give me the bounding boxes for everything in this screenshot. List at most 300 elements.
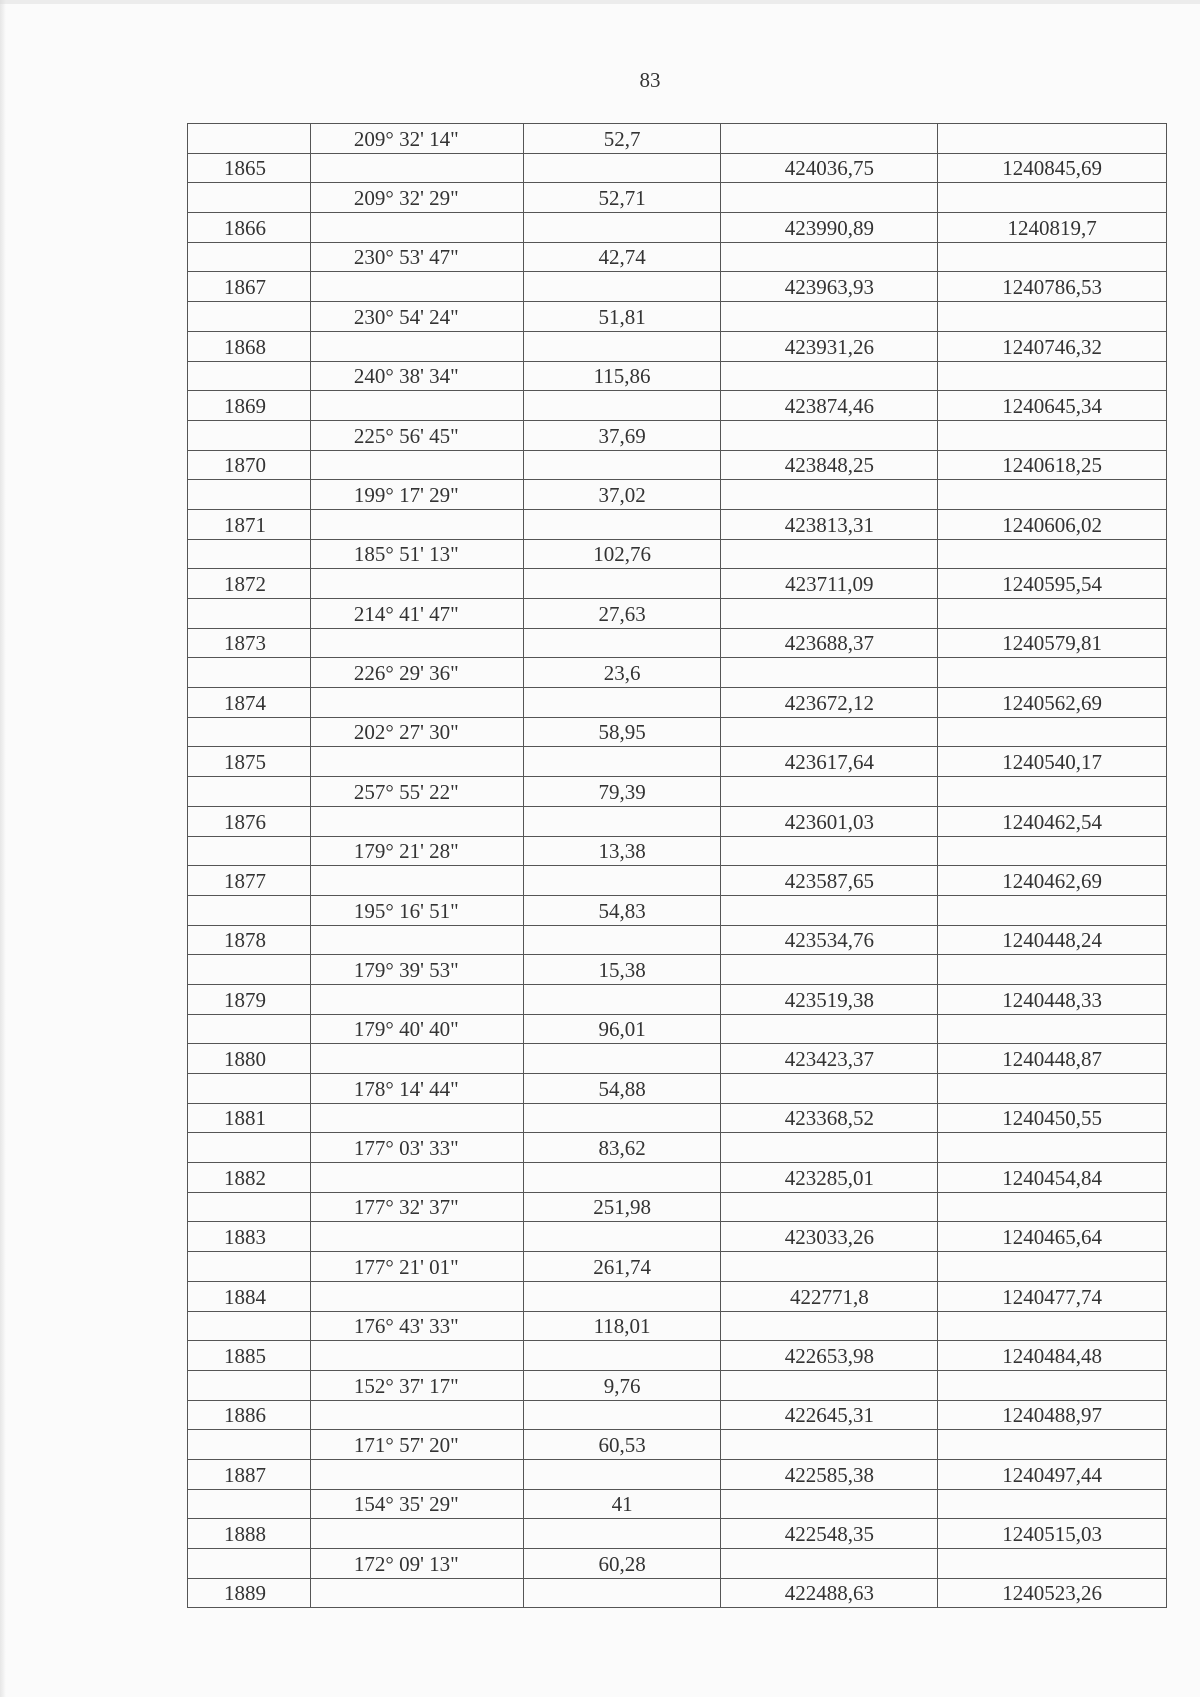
table-row <box>188 153 1167 183</box>
point-number-cell: 1887 <box>188 1459 311 1489</box>
table-row <box>188 806 1167 836</box>
x-coordinate-cell <box>721 777 938 807</box>
bearing-angle-cell <box>310 1578 523 1608</box>
point-number-cell <box>188 1014 311 1044</box>
y-coordinate-cell: 1240454,84 <box>938 1163 1167 1193</box>
y-coordinate-cell: 1240477,74 <box>938 1281 1167 1311</box>
point-number-cell <box>188 1489 311 1519</box>
y-coordinate-cell: 1240465,64 <box>938 1222 1167 1252</box>
point-number-cell: 1883 <box>188 1222 311 1252</box>
point-number-cell: 1872 <box>188 569 311 599</box>
x-coordinate-cell: 423587,65 <box>721 866 938 896</box>
coordinates-table <box>187 123 1167 1608</box>
y-coordinate-cell: 1240515,03 <box>938 1519 1167 1549</box>
bearing-angle-cell: 209° 32' 29" <box>310 183 523 213</box>
x-coordinate-cell: 423368,52 <box>721 1103 938 1133</box>
table-row <box>188 1044 1167 1074</box>
y-coordinate-cell <box>938 1192 1167 1222</box>
point-number-cell: 1889 <box>188 1578 311 1608</box>
bearing-angle-cell: 177° 21' 01" <box>310 1252 523 1282</box>
x-coordinate-cell: 423688,37 <box>721 628 938 658</box>
table-row <box>188 1370 1167 1400</box>
bearing-angle-cell: 171° 57' 20" <box>310 1430 523 1460</box>
point-number-cell: 1871 <box>188 509 311 539</box>
distance-cell <box>523 509 721 539</box>
table-row <box>188 480 1167 510</box>
y-coordinate-cell: 1240595,54 <box>938 569 1167 599</box>
distance-cell: 42,74 <box>523 242 721 272</box>
x-coordinate-cell: 422488,63 <box>721 1578 938 1608</box>
distance-cell: 52,7 <box>523 124 721 154</box>
x-coordinate-cell <box>721 539 938 569</box>
table-row <box>188 391 1167 421</box>
table-row <box>188 925 1167 955</box>
distance-cell: 102,76 <box>523 539 721 569</box>
x-coordinate-cell <box>721 1370 938 1400</box>
point-number-cell: 1873 <box>188 628 311 658</box>
point-number-cell <box>188 777 311 807</box>
x-coordinate-cell: 422653,98 <box>721 1341 938 1371</box>
table-row <box>188 569 1167 599</box>
distance-cell: 27,63 <box>523 599 721 629</box>
distance-cell: 83,62 <box>523 1133 721 1163</box>
x-coordinate-cell <box>721 242 938 272</box>
y-coordinate-cell: 1240786,53 <box>938 272 1167 302</box>
distance-cell <box>523 688 721 718</box>
x-coordinate-cell: 423534,76 <box>721 925 938 955</box>
bearing-angle-cell <box>310 984 523 1014</box>
point-number-cell: 1869 <box>188 391 311 421</box>
point-number-cell <box>188 1252 311 1282</box>
bearing-angle-cell <box>310 1163 523 1193</box>
y-coordinate-cell <box>938 1252 1167 1282</box>
table-row <box>188 1341 1167 1371</box>
bearing-angle-cell: 226° 29' 36" <box>310 658 523 688</box>
bearing-angle-cell <box>310 1459 523 1489</box>
table-row <box>188 777 1167 807</box>
y-coordinate-cell <box>938 599 1167 629</box>
x-coordinate-cell: 423848,25 <box>721 450 938 480</box>
scan-left-edge <box>0 0 6 1697</box>
y-coordinate-cell <box>938 1430 1167 1460</box>
y-coordinate-cell <box>938 777 1167 807</box>
x-coordinate-cell <box>721 1133 938 1163</box>
table-row <box>188 1400 1167 1430</box>
table-row <box>188 1074 1167 1104</box>
y-coordinate-cell: 1240540,17 <box>938 747 1167 777</box>
y-coordinate-cell: 1240497,44 <box>938 1459 1167 1489</box>
x-coordinate-cell <box>721 1549 938 1579</box>
y-coordinate-cell <box>938 539 1167 569</box>
x-coordinate-cell <box>721 1074 938 1104</box>
point-number-cell <box>188 658 311 688</box>
distance-cell: 9,76 <box>523 1370 721 1400</box>
y-coordinate-cell: 1240462,54 <box>938 806 1167 836</box>
bearing-angle-cell <box>310 213 523 243</box>
x-coordinate-cell: 423519,38 <box>721 984 938 1014</box>
x-coordinate-cell <box>721 1311 938 1341</box>
distance-cell: 41 <box>523 1489 721 1519</box>
distance-cell: 54,88 <box>523 1074 721 1104</box>
distance-cell: 51,81 <box>523 302 721 332</box>
point-number-cell: 1870 <box>188 450 311 480</box>
y-coordinate-cell: 1240606,02 <box>938 509 1167 539</box>
point-number-cell <box>188 1549 311 1579</box>
distance-cell <box>523 628 721 658</box>
distance-cell <box>523 984 721 1014</box>
bearing-angle-cell <box>310 866 523 896</box>
bearing-angle-cell: 177° 03' 33" <box>310 1133 523 1163</box>
distance-cell: 37,02 <box>523 480 721 510</box>
table-row <box>188 1192 1167 1222</box>
point-number-cell <box>188 1430 311 1460</box>
y-coordinate-cell <box>938 717 1167 747</box>
distance-cell: 115,86 <box>523 361 721 391</box>
table-row <box>188 1103 1167 1133</box>
y-coordinate-cell: 1240448,33 <box>938 984 1167 1014</box>
table-row <box>188 242 1167 272</box>
table-row <box>188 509 1167 539</box>
distance-cell <box>523 1341 721 1371</box>
point-number-cell: 1867 <box>188 272 311 302</box>
y-coordinate-cell: 1240448,87 <box>938 1044 1167 1074</box>
y-coordinate-cell: 1240618,25 <box>938 450 1167 480</box>
x-coordinate-cell <box>721 361 938 391</box>
y-coordinate-cell <box>938 1133 1167 1163</box>
x-coordinate-cell <box>721 1014 938 1044</box>
table-row <box>188 272 1167 302</box>
distance-cell: 79,39 <box>523 777 721 807</box>
point-number-cell: 1885 <box>188 1341 311 1371</box>
bearing-angle-cell: 152° 37' 17" <box>310 1370 523 1400</box>
table-row <box>188 1281 1167 1311</box>
distance-cell <box>523 569 721 599</box>
point-number-cell: 1878 <box>188 925 311 955</box>
bearing-angle-cell <box>310 1519 523 1549</box>
x-coordinate-cell: 423672,12 <box>721 688 938 718</box>
distance-cell: 54,83 <box>523 895 721 925</box>
x-coordinate-cell <box>721 955 938 985</box>
table-row <box>188 1163 1167 1193</box>
table-row <box>188 1459 1167 1489</box>
distance-cell <box>523 1400 721 1430</box>
table-row <box>188 213 1167 243</box>
table-row <box>188 628 1167 658</box>
y-coordinate-cell <box>938 1549 1167 1579</box>
table-row <box>188 1489 1167 1519</box>
x-coordinate-cell: 422771,8 <box>721 1281 938 1311</box>
page-number <box>0 68 1200 93</box>
bearing-angle-cell: 185° 51' 13" <box>310 539 523 569</box>
bearing-angle-cell: 177° 32' 37" <box>310 1192 523 1222</box>
y-coordinate-cell <box>938 1311 1167 1341</box>
table-row <box>188 747 1167 777</box>
y-coordinate-cell <box>938 420 1167 450</box>
x-coordinate-cell <box>721 302 938 332</box>
distance-cell: 251,98 <box>523 1192 721 1222</box>
bearing-angle-cell: 179° 39' 53" <box>310 955 523 985</box>
point-number-cell: 1877 <box>188 866 311 896</box>
point-number-cell <box>188 1074 311 1104</box>
table-row <box>188 124 1167 154</box>
bearing-angle-cell <box>310 153 523 183</box>
distance-cell <box>523 1281 721 1311</box>
table-row <box>188 1311 1167 1341</box>
point-number-cell: 1886 <box>188 1400 311 1430</box>
point-number-cell <box>188 361 311 391</box>
bearing-angle-cell: 202° 27' 30" <box>310 717 523 747</box>
bearing-angle-cell: 179° 21' 28" <box>310 836 523 866</box>
distance-cell: 96,01 <box>523 1014 721 1044</box>
table-row <box>188 1578 1167 1608</box>
distance-cell <box>523 1103 721 1133</box>
y-coordinate-cell <box>938 1014 1167 1044</box>
x-coordinate-cell <box>721 1489 938 1519</box>
point-number-cell <box>188 480 311 510</box>
table-row <box>188 717 1167 747</box>
x-coordinate-cell: 422645,31 <box>721 1400 938 1430</box>
bearing-angle-cell <box>310 806 523 836</box>
distance-cell <box>523 806 721 836</box>
table-row <box>188 1252 1167 1282</box>
distance-cell: 60,28 <box>523 1549 721 1579</box>
bearing-angle-cell <box>310 925 523 955</box>
table-row <box>188 1222 1167 1252</box>
y-coordinate-cell: 1240484,48 <box>938 1341 1167 1371</box>
table-row <box>188 866 1167 896</box>
y-coordinate-cell: 1240448,24 <box>938 925 1167 955</box>
table-row <box>188 331 1167 361</box>
y-coordinate-cell <box>938 242 1167 272</box>
table-row <box>188 984 1167 1014</box>
point-number-cell: 1865 <box>188 153 311 183</box>
distance-cell <box>523 1163 721 1193</box>
x-coordinate-cell <box>721 717 938 747</box>
distance-cell: 60,53 <box>523 1430 721 1460</box>
y-coordinate-cell: 1240645,34 <box>938 391 1167 421</box>
distance-cell: 261,74 <box>523 1252 721 1282</box>
x-coordinate-cell <box>721 1252 938 1282</box>
distance-cell: 118,01 <box>523 1311 721 1341</box>
distance-cell <box>523 391 721 421</box>
point-number-cell: 1866 <box>188 213 311 243</box>
point-number-cell: 1888 <box>188 1519 311 1549</box>
distance-cell <box>523 1578 721 1608</box>
y-coordinate-cell <box>938 124 1167 154</box>
distance-cell: 37,69 <box>523 420 721 450</box>
table-row <box>188 450 1167 480</box>
x-coordinate-cell: 423931,26 <box>721 331 938 361</box>
coordinates-table-body <box>188 124 1167 1608</box>
point-number-cell <box>188 836 311 866</box>
table-row <box>188 1549 1167 1579</box>
table-row <box>188 658 1167 688</box>
y-coordinate-cell: 1240488,97 <box>938 1400 1167 1430</box>
distance-cell <box>523 450 721 480</box>
x-coordinate-cell: 423813,31 <box>721 509 938 539</box>
point-number-cell <box>188 302 311 332</box>
bearing-angle-cell: 225° 56' 45" <box>310 420 523 450</box>
table-row <box>188 1519 1167 1549</box>
x-coordinate-cell: 423601,03 <box>721 806 938 836</box>
table-row <box>188 420 1167 450</box>
bearing-angle-cell <box>310 331 523 361</box>
distance-cell <box>523 1459 721 1489</box>
bearing-angle-cell: 240° 38' 34" <box>310 361 523 391</box>
point-number-cell <box>188 124 311 154</box>
point-number-cell <box>188 717 311 747</box>
table-row <box>188 183 1167 213</box>
y-coordinate-cell: 1240450,55 <box>938 1103 1167 1133</box>
point-number-cell <box>188 955 311 985</box>
y-coordinate-cell: 1240746,32 <box>938 331 1167 361</box>
point-number-cell: 1868 <box>188 331 311 361</box>
bearing-angle-cell <box>310 1044 523 1074</box>
y-coordinate-cell <box>938 480 1167 510</box>
distance-cell: 13,38 <box>523 836 721 866</box>
x-coordinate-cell: 423874,46 <box>721 391 938 421</box>
bearing-angle-cell: 179° 40' 40" <box>310 1014 523 1044</box>
y-coordinate-cell: 1240523,26 <box>938 1578 1167 1608</box>
point-number-cell: 1880 <box>188 1044 311 1074</box>
x-coordinate-cell <box>721 1192 938 1222</box>
x-coordinate-cell: 422548,35 <box>721 1519 938 1549</box>
table-row <box>188 361 1167 391</box>
y-coordinate-cell <box>938 361 1167 391</box>
table-row <box>188 599 1167 629</box>
table-row <box>188 1133 1167 1163</box>
distance-cell <box>523 213 721 243</box>
bearing-angle-cell: 209° 32' 14" <box>310 124 523 154</box>
distance-cell <box>523 1519 721 1549</box>
point-number-cell <box>188 599 311 629</box>
table-row <box>188 895 1167 925</box>
y-coordinate-cell: 1240562,69 <box>938 688 1167 718</box>
x-coordinate-cell: 423963,93 <box>721 272 938 302</box>
bearing-angle-cell: 257° 55' 22" <box>310 777 523 807</box>
x-coordinate-cell: 423617,64 <box>721 747 938 777</box>
distance-cell: 58,95 <box>523 717 721 747</box>
x-coordinate-cell <box>721 124 938 154</box>
point-number-cell <box>188 1311 311 1341</box>
bearing-angle-cell <box>310 1400 523 1430</box>
point-number-cell: 1879 <box>188 984 311 1014</box>
table-row <box>188 1430 1167 1460</box>
y-coordinate-cell <box>938 895 1167 925</box>
bearing-angle-cell: 199° 17' 29" <box>310 480 523 510</box>
bearing-angle-cell: 154° 35' 29" <box>310 1489 523 1519</box>
point-number-cell: 1884 <box>188 1281 311 1311</box>
distance-cell <box>523 331 721 361</box>
table-row <box>188 688 1167 718</box>
bearing-angle-cell <box>310 628 523 658</box>
bearing-angle-cell: 176° 43' 33" <box>310 1311 523 1341</box>
x-coordinate-cell <box>721 1430 938 1460</box>
distance-cell: 15,38 <box>523 955 721 985</box>
y-coordinate-cell: 1240819,7 <box>938 213 1167 243</box>
y-coordinate-cell <box>938 658 1167 688</box>
x-coordinate-cell: 423033,26 <box>721 1222 938 1252</box>
bearing-angle-cell <box>310 1222 523 1252</box>
y-coordinate-cell <box>938 302 1167 332</box>
point-number-cell <box>188 1133 311 1163</box>
point-number-cell: 1874 <box>188 688 311 718</box>
point-number-cell <box>188 420 311 450</box>
x-coordinate-cell <box>721 836 938 866</box>
point-number-cell: 1875 <box>188 747 311 777</box>
point-number-cell <box>188 539 311 569</box>
y-coordinate-cell: 1240845,69 <box>938 153 1167 183</box>
bearing-angle-cell <box>310 747 523 777</box>
distance-cell <box>523 866 721 896</box>
y-coordinate-cell <box>938 836 1167 866</box>
point-number-cell: 1876 <box>188 806 311 836</box>
x-coordinate-cell: 423423,37 <box>721 1044 938 1074</box>
page-number-text: 83 <box>639 68 661 92</box>
y-coordinate-cell <box>938 1074 1167 1104</box>
x-coordinate-cell: 423711,09 <box>721 569 938 599</box>
y-coordinate-cell <box>938 1489 1167 1519</box>
distance-cell <box>523 272 721 302</box>
bearing-angle-cell: 172° 09' 13" <box>310 1549 523 1579</box>
bearing-angle-cell: 230° 54' 24" <box>310 302 523 332</box>
bearing-angle-cell <box>310 391 523 421</box>
point-number-cell <box>188 1370 311 1400</box>
table-row <box>188 1014 1167 1044</box>
table-row <box>188 836 1167 866</box>
table-row <box>188 955 1167 985</box>
x-coordinate-cell <box>721 183 938 213</box>
y-coordinate-cell <box>938 955 1167 985</box>
bearing-angle-cell: 230° 53' 47" <box>310 242 523 272</box>
bearing-angle-cell <box>310 509 523 539</box>
x-coordinate-cell <box>721 420 938 450</box>
x-coordinate-cell <box>721 599 938 629</box>
x-coordinate-cell <box>721 658 938 688</box>
x-coordinate-cell: 423990,89 <box>721 213 938 243</box>
bearing-angle-cell <box>310 450 523 480</box>
y-coordinate-cell <box>938 1370 1167 1400</box>
scan-top-edge <box>0 0 1200 4</box>
bearing-angle-cell <box>310 1341 523 1371</box>
x-coordinate-cell: 422585,38 <box>721 1459 938 1489</box>
y-coordinate-cell <box>938 183 1167 213</box>
bearing-angle-cell <box>310 688 523 718</box>
table-row <box>188 539 1167 569</box>
x-coordinate-cell: 423285,01 <box>721 1163 938 1193</box>
bearing-angle-cell <box>310 272 523 302</box>
distance-cell <box>523 925 721 955</box>
point-number-cell: 1881 <box>188 1103 311 1133</box>
distance-cell: 23,6 <box>523 658 721 688</box>
x-coordinate-cell <box>721 480 938 510</box>
distance-cell <box>523 747 721 777</box>
x-coordinate-cell <box>721 895 938 925</box>
x-coordinate-cell: 424036,75 <box>721 153 938 183</box>
y-coordinate-cell: 1240579,81 <box>938 628 1167 658</box>
point-number-cell: 1882 <box>188 1163 311 1193</box>
bearing-angle-cell <box>310 1281 523 1311</box>
point-number-cell <box>188 242 311 272</box>
bearing-angle-cell: 214° 41' 47" <box>310 599 523 629</box>
bearing-angle-cell <box>310 569 523 599</box>
y-coordinate-cell: 1240462,69 <box>938 866 1167 896</box>
distance-cell <box>523 153 721 183</box>
point-number-cell <box>188 1192 311 1222</box>
bearing-angle-cell <box>310 1103 523 1133</box>
bearing-angle-cell: 195° 16' 51" <box>310 895 523 925</box>
bearing-angle-cell: 178° 14' 44" <box>310 1074 523 1104</box>
